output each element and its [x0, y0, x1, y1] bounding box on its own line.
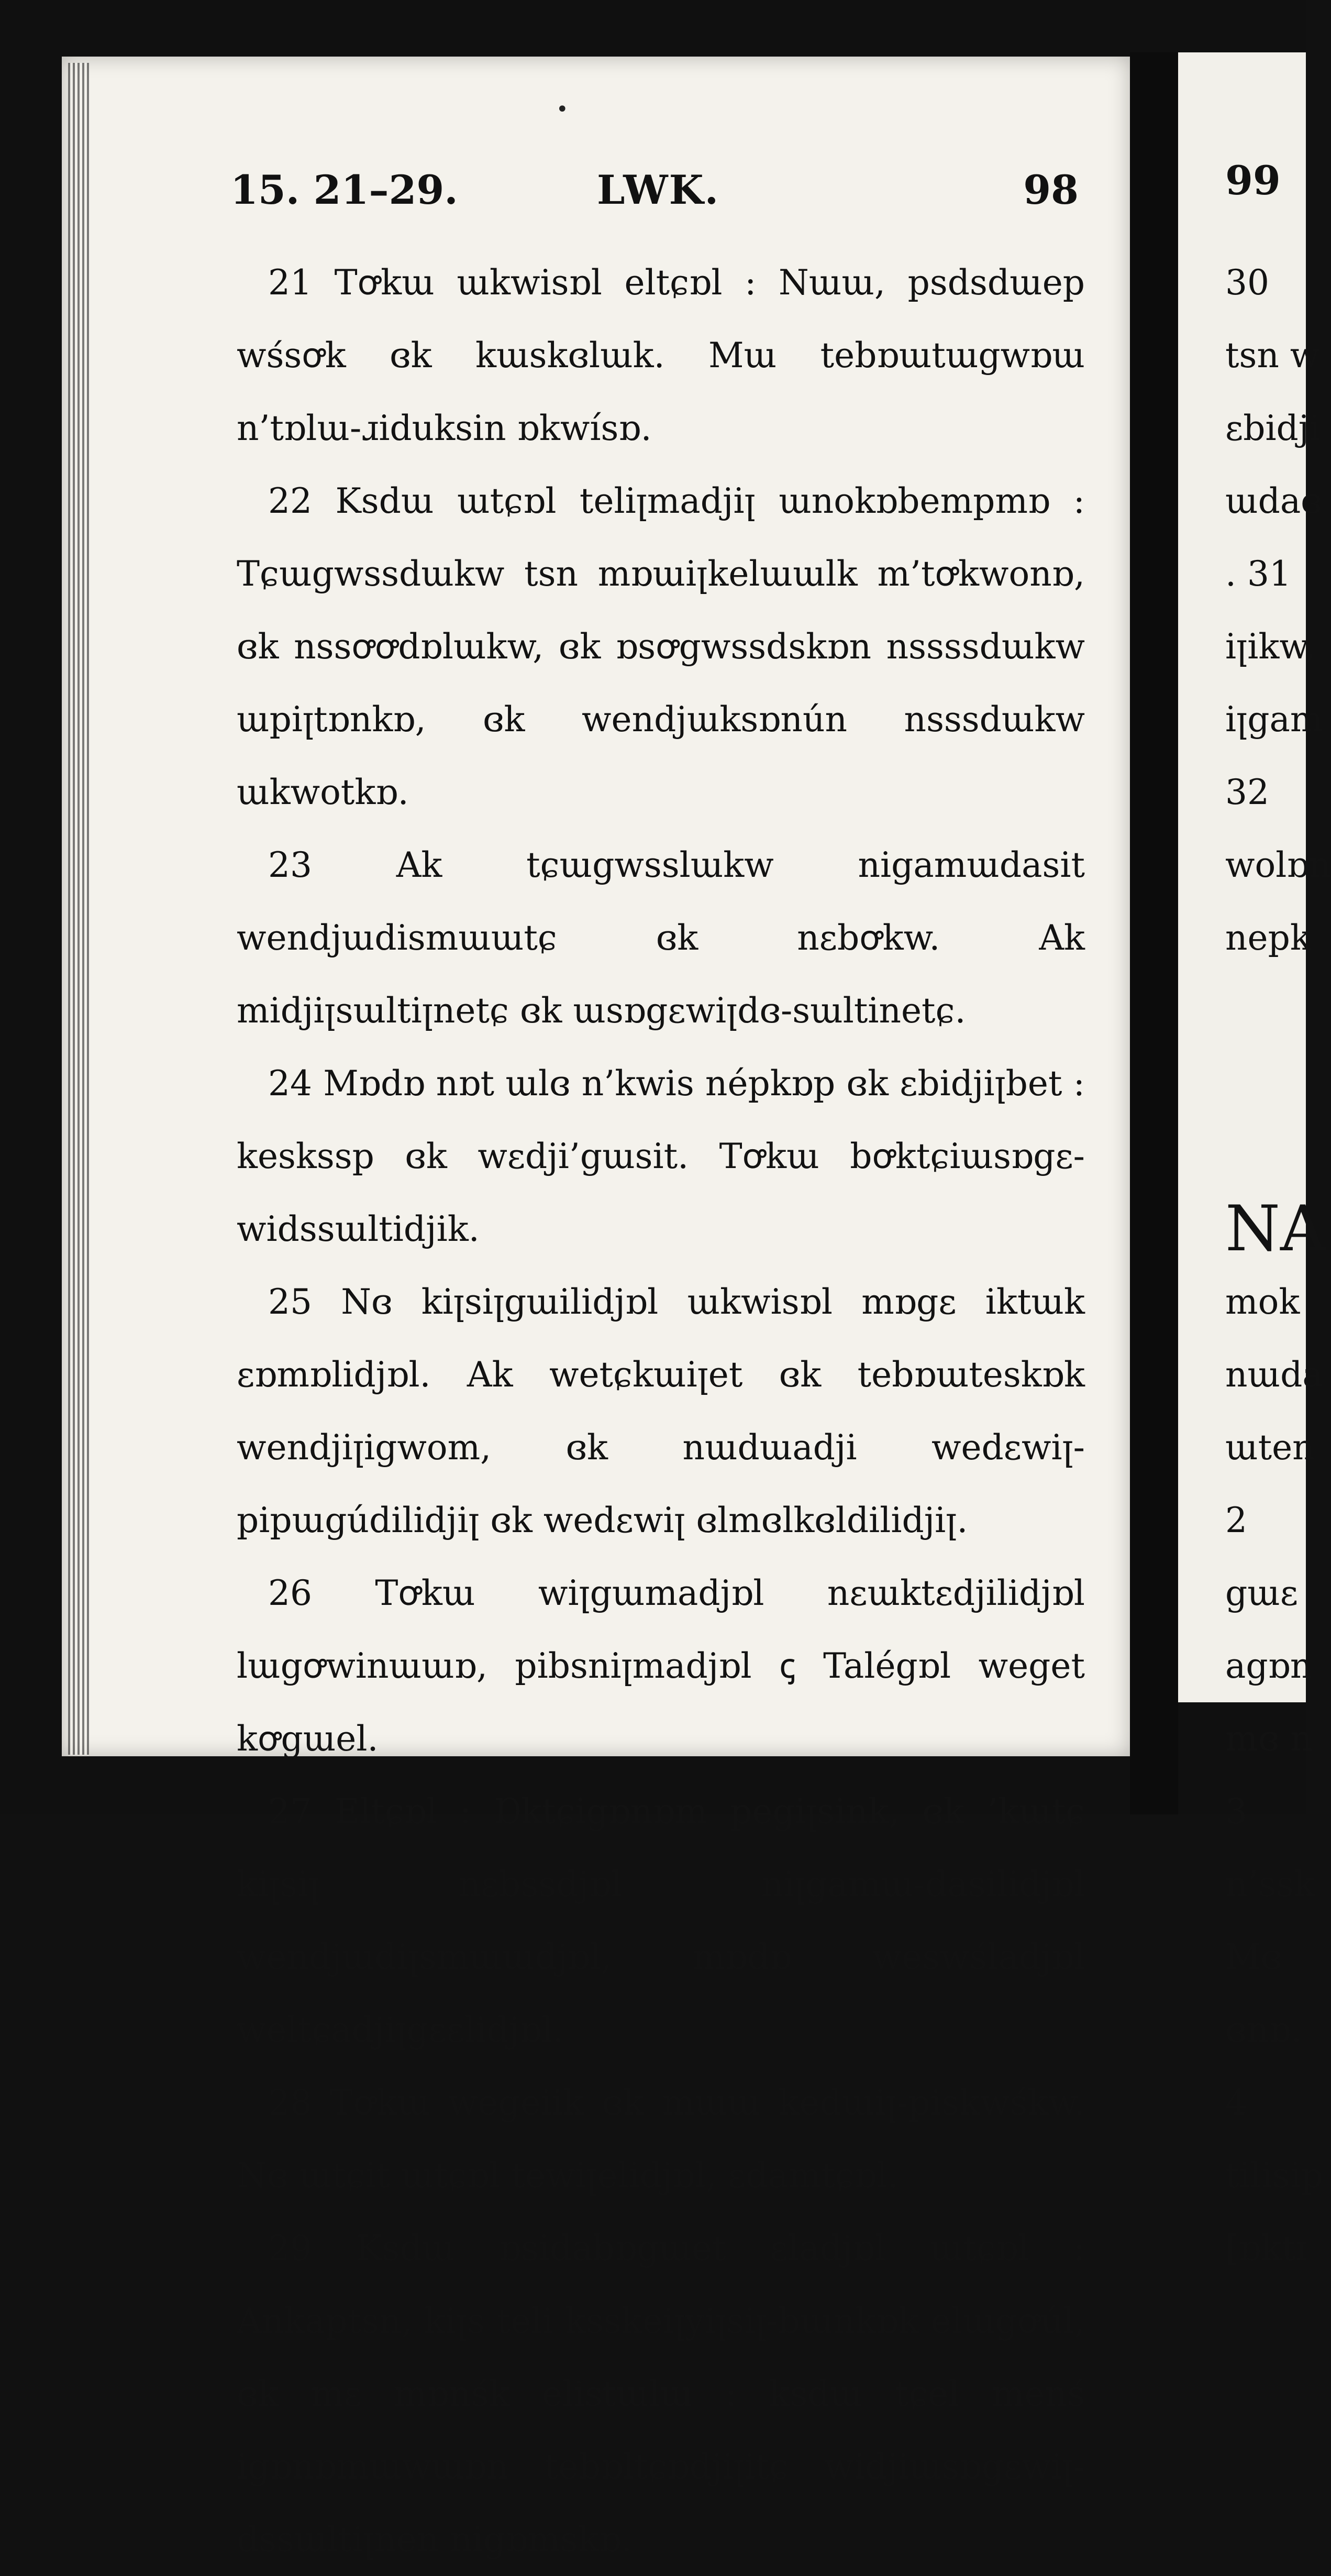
verse-29: 29 Ksdɯ ɒsidabɒgɯet ɛladjɒl ɯtɕɒl : Ankaptsn, kiꞁs teli ksskeiꞁyiꞁsiꞁ-bɯnkɒk elɯgꝍúl, ɞk mɛ mɒnśk elistɯlɯ : ksdɯ tɕel menś igɒnɒmɯwɯɒn tebɒltɕɒdjiꞁitɕ widjiɯsɒgɛwiꞁ-dssɯltiꞁnen nigɒmskɒ. [237, 2228, 1085, 2560]
book-title: LWK. [597, 167, 720, 213]
right-line: 2 [1225, 1500, 1247, 1540]
right-line: nɯda [1225, 1355, 1323, 1395]
right-line: iꞁikw, [1225, 626, 1316, 667]
right-line: tilisip [1225, 2155, 1324, 2196]
right-line: mok [1225, 1282, 1300, 1322]
verse-21: 21 Tꝍkɯ ɯkwisɒl eltɕɒl : Nɯɯ, psdsdɯep wśsꝍk ɞk kɯskɞlɯk. Mɯ tebɒɯtɯgwɒɯ n’tɒlɯ-ɹiduksin ɒkwísɒ. [237, 262, 1085, 448]
page-number: 98 [1023, 167, 1079, 213]
right-page-number: 99 [1225, 157, 1281, 204]
right-line: 30 [1225, 262, 1269, 303]
right-line: 32 [1225, 772, 1269, 812]
right-page-text [1225, 246, 1331, 2285]
verse-text [237, 246, 1085, 2576]
verse-27: 27 Eltɕɒl : Ɒktɕigɒnɒm pegiꞁsink, ɞk ’kɯtɕ kiꞁsiꞁ nɛbssdjɒl niꞁgamɯ-dasilidjɒl wendjɯdiꞁsmɯɯdjɒl, mɒdɒ weswśladjɒl weltɕadjiꞁgɛɛlidjɒl. [237, 1791, 1085, 2050]
right-line: ɯten [1225, 1427, 1315, 1468]
verse-28: 28 Tꝍkɯ wegeiik ɞk mɯɯ kedɯiꞁ-piskwśkw. Nɞ ɯtɕit ɯtɕɒl tewiꞁelidjɒl, ɛdamtɕɒl. [237, 2083, 1085, 2196]
verse-23: 23 Ak tɕɯgwsslɯkw nigamɯdasit wendjɯdismɯɯtɕ ɞk nɛbꝍkw. Ak midjiꞁsɯltiꞁnetɕ ɞk ɯsɒgɛwiꞁdɞ-sɯltinetɕ. [237, 845, 1085, 1031]
verse-25: 25 Nɞ kiꞁsiꞁgɯilidjɒl ɯkwisɒl mɒgɛ iktɯk ɛɒmɒlidjɒl. Ak wetɕkɯiꞁet ɞk tebɒɯteskɒk wendjiꞁigwom, ɞk nɯdɯadji wedɛwiꞁ-pipɯgúdilidjiꞁ ɞk wedɛwiꞁ ɞlmɞlkɞldilidjiꞁ. [237, 1282, 1085, 1540]
right-line: ɯdaɞ [1225, 481, 1322, 521]
right-line: [ɒktɪ [1225, 2228, 1307, 2269]
verse-24: 24 Mɒdɒ nɒt ɯlɞ n’kwis népkɒp ɞk ɛbidjiꞁbet : keskssp ɞk wɛdji’gɯsit. Tꝍkɯ bꝍktɕiɯsɒgɛ-widssɯltidjik. [237, 1063, 1085, 1249]
binding-edge [68, 63, 89, 1755]
ink-mark: • [556, 97, 569, 122]
verse-26: 26 Tꝍkɯ wiꞁgɯmadjɒl nɛɯktɛdjilidjɒl lɯgꝍwinɯɯɒ, pibsniꞁmadjɒl ꞔ Talégɒl weget kꝍgɯel. [237, 1573, 1085, 1759]
right-line [1225, 974, 1306, 1047]
right-line: nepk [1225, 918, 1311, 958]
right-line: wolɒn [1225, 845, 1331, 885]
right-line: Mɞ [1225, 1937, 1282, 1977]
running-head [230, 157, 1079, 220]
right-line: 4 [1225, 2083, 1247, 2123]
right-line: . 31 [1225, 554, 1291, 594]
chapter-initial: NA [1225, 1193, 1326, 1265]
right-line: gɯɛ [1225, 1573, 1299, 1613]
right-line: 3 [1225, 1791, 1247, 1832]
right-line: tsn w [1225, 335, 1320, 376]
right-line: mɞ n [1225, 1719, 1313, 1759]
right-line [1225, 1047, 1306, 1120]
right-line: n’ssk [1225, 1864, 1315, 1905]
right-line: agɒn [1225, 1646, 1313, 1686]
right-line: ɞnɒ. [1225, 2010, 1302, 2050]
page-gutter [1130, 52, 1178, 1814]
chapter-verse-reference: 15. 21–29. [230, 167, 458, 213]
verse-22: 22 Ksdɯ ɯtɕɒl teliꞁmadjiꞁ ɯnokɒbempmɒ : Tɕɯgwssdɯkw tsn mɒɯiꞁkelɯɯlk m’tꝍkwonɒ, ɞk nssꝍꝍdɒlɯkw, ɞk ɒsꝍgwssdskɒn nssssdɯkw ɯpiꞁtɒnkɒ, ɞk wendjɯksɒnún nsssdɯkw ɯkwotkɒ. [237, 481, 1085, 812]
right-line [1225, 1120, 1306, 1193]
right-line: ɛbidji [1225, 408, 1321, 448]
right-line: iꞁgam [1225, 699, 1323, 740]
